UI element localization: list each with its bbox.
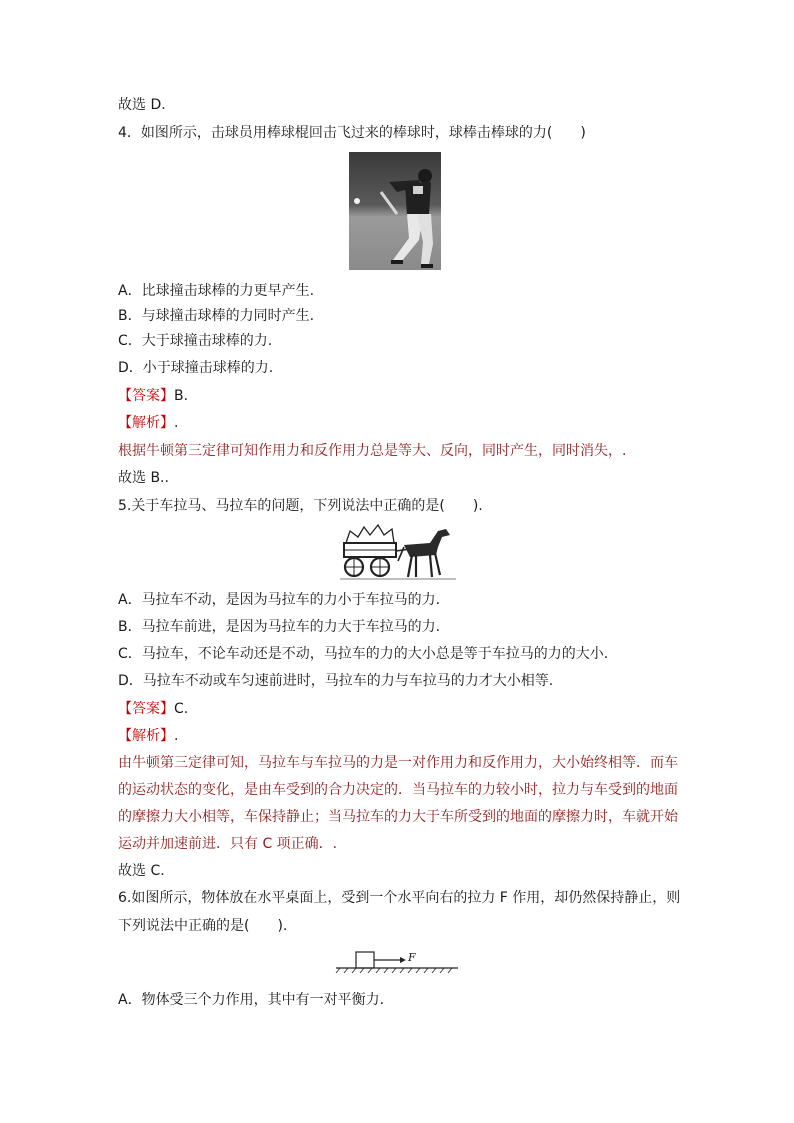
block-force-figure bbox=[334, 946, 460, 978]
analysis-tail: . bbox=[174, 415, 179, 431]
q4-option-a: A．比球撞击球棒的力更早产生. bbox=[118, 283, 315, 299]
answer-label: 【答案】 bbox=[118, 701, 174, 717]
q4-option-c: C．大于球撞击球棒的力. bbox=[118, 333, 273, 349]
q6-stem-line-2: 下列说法中正确的是( ). bbox=[118, 918, 288, 934]
analysis-label: 【解析】 bbox=[118, 415, 174, 431]
q4-stem: 4．如图所示，击球员用棒球棍回击飞过来的棒球时，球棒击棒球的力( ) bbox=[118, 125, 586, 141]
q4-answer bbox=[118, 386, 188, 406]
q4-analysis-heading bbox=[118, 413, 178, 433]
q4-option-d: D．小于球撞击球棒的力. bbox=[118, 360, 274, 376]
answer-label: 【答案】 bbox=[118, 388, 174, 404]
analysis-tail: . bbox=[174, 728, 179, 744]
q4-analysis-text: 根据牛顿第三定律可知作用力和反作用力总是等大、反向，同时产生，同时消失，. bbox=[118, 443, 627, 459]
q6-stem-line-1: 6.如图所示，物体放在水平桌面上，受到一个水平向右的拉力 F 作用，却仍然保持静止，则 bbox=[118, 890, 681, 906]
q5-analysis-heading bbox=[118, 726, 178, 746]
q5-option-b: B．马拉车前进，是因为马拉车的力大于车拉马的力. bbox=[118, 619, 441, 635]
q3-answer-choice: 故选 D. bbox=[118, 97, 166, 113]
q5-analysis-line-4: 运动并加速前进．只有 C 项正确．. bbox=[118, 836, 338, 852]
q5-answer bbox=[118, 699, 188, 719]
q5-option-d: D．马拉车不动或车匀速前进时，马拉车的力与车拉马的力才大小相等. bbox=[118, 673, 554, 689]
q5-analysis-line-2: 的运动状态的变化，是由车受到的合力决定的．当马拉车的力较小时，拉力与车受到的地面 bbox=[118, 782, 678, 798]
baseball-batter-figure bbox=[349, 152, 441, 270]
q5-analysis-line-3: 的摩擦力大小相等，车保持静止；当马拉车的力大于车所受到的地面的摩擦力时，车就开始 bbox=[118, 809, 678, 825]
q6-option-a: A．物体受三个力作用，其中有一对平衡力. bbox=[118, 992, 385, 1008]
answer-value: C. bbox=[174, 701, 189, 717]
q5-stem: 5.关于车拉马、马拉车的问题，下列说法中正确的是( ). bbox=[118, 498, 483, 514]
q5-option-a: A．马拉车不动，是因为马拉车的力小于车拉马的力. bbox=[118, 592, 441, 608]
q5-analysis-line-1: 由牛顿第三定律可知，马拉车与车拉马的力是一对作用力和反作用力，大小始终相等．而车 bbox=[118, 755, 678, 771]
q5-answer-choice: 故选 C. bbox=[118, 863, 165, 879]
force-label: F bbox=[408, 951, 416, 964]
analysis-label: 【解析】 bbox=[118, 728, 174, 744]
q4-answer-choice: 故选 B.. bbox=[118, 470, 169, 486]
q4-option-b: B．与球撞击球棒的力同时产生. bbox=[118, 308, 315, 324]
q5-option-c: C．马拉车，不论车动还是不动，马拉车的力的大小总是等于车拉马的力的大小. bbox=[118, 646, 609, 662]
horse-cart-figure bbox=[340, 521, 456, 583]
answer-value: B. bbox=[174, 388, 189, 404]
